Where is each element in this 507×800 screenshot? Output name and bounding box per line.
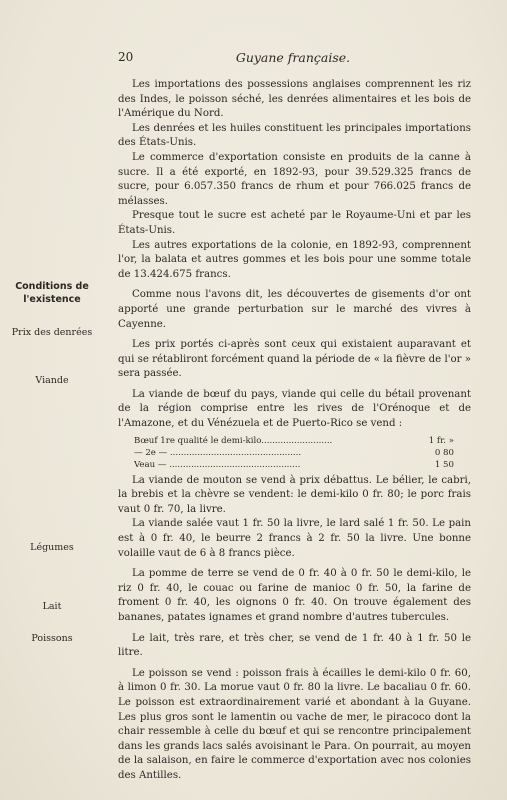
price-item: Bœuf 1re qualité le demi-kilo.......................... xyxy=(134,435,333,446)
price-row xyxy=(134,459,454,471)
paragraph: La viande de mouton se vend à prix débattus. Le bélier, le cabri, la brebis et la chèvre se vendent: le demi-kilo 0 fr. 80; le porc frais vaut 0 fr. 70, la livre. xyxy=(118,474,471,515)
sidenote-prix: Prix des denrées xyxy=(11,327,93,338)
price-table xyxy=(134,435,454,471)
page-header xyxy=(118,50,468,68)
paragraph: Presque tout le sucre est acheté par le Royaume-Uni et par les États-Unis. xyxy=(118,210,471,236)
sidenote-poissons: Poissons xyxy=(31,633,73,644)
paragraph: Les denrées et les huiles constituent les principales importations des États-Unis. xyxy=(118,122,471,149)
price-value: 0 80 xyxy=(434,447,454,458)
price-row xyxy=(134,435,454,447)
running-title: Guyane française. xyxy=(235,50,351,65)
price-value: 1 fr. » xyxy=(428,435,454,446)
price-value: 1 50 xyxy=(434,459,454,470)
sidenote-viande: Viande xyxy=(35,375,69,386)
sidenote-conditions: Conditions de l'existence xyxy=(15,281,89,305)
price-item: Veau — ................................................ xyxy=(134,459,301,470)
sidenote-lait: Lait xyxy=(42,601,62,612)
price-row xyxy=(134,447,454,459)
paragraph: La viande de bœuf du pays, viande qui celle du bétail provenant de la région comprise entre les rives de l'Orénoque et de l'Amazone, et du Vénézuela et de Puerto-Rico se vend : xyxy=(118,388,471,430)
paragraph: La pomme de terre se vend de 0 fr. 40 à 0 fr. 50 le demi-kilo, le riz 0 fr. 40, le couac ou farine de manioc 0 fr. 50, la farine de froment 0 fr. 40, les oignons 0 fr. 40. On trouve également des bananes, patates ignames et grand nombre d'autres tubercules. xyxy=(118,568,471,623)
paragraph: La viande salée vaut 1 fr. 50 la livre, le lard salé 1 fr. 50. Le pain est à 0 fr. 40, le beurre 2 francs à 2 fr. 50 la livre. Une bonne volaille vaut de 6 à 8 francs pièce. xyxy=(118,518,471,559)
page-number: 20 xyxy=(118,50,134,64)
paragraph: Le commerce d'exportation consiste en produits de la canne à sucre. Il a été exporté, en 1892-93, pour 39.529.325 francs de sucre, pour 6.057.350 francs de rhum et pour 766.025 francs de mélasses. xyxy=(118,151,471,207)
paragraph: Les importations des possessions anglaises comprennent les riz des Indes, le poisson séché, les denrées alimentaires et les bois de l'Amérique du Nord. xyxy=(118,79,471,120)
body-text xyxy=(118,78,471,784)
paragraph: Le lait, très rare, et très cher, se vend de 1 fr. 40 à 1 fr. 50 le litre. xyxy=(118,632,471,659)
sidenote-legumes: Légumes xyxy=(30,542,74,553)
paragraph: Comme nous l'avons dit, les découvertes de gisements d'or ont apporté une grande perturbation sur le marché des vivres à Cayenne. xyxy=(118,289,471,330)
paragraph: Le poisson se vend : poisson frais à écailles le demi-kilo 0 fr. 60, à limon 0 fr. 30. La morue vaut 0 fr. 80 la livre. Le bacaliau 0 fr. 60. Le poisson est extraordinairement varié et abondant à la Guyane. Les plus gros sont le lamentin ou vache de mer, le piracoco dont la chair ressemble à celle du bœuf et qui se rencontre principalement dans les grands lacs salés avoisinant le Para. On pourrait, au moyen de la salaison, en faire le commerce d'exportation avec nos colonies des Antilles. xyxy=(118,667,471,781)
paragraph: Les prix portés ci-après sont ceux qui existaient auparavant et qui se rétabliront forcément quand la période de « la fièvre de l'or » sera passée. xyxy=(118,339,471,380)
paragraph: Les autres exportations de la colonie, en 1892-93, comprennent l'or, la balata et autres gommes et les bois pour une somme totale de 13.424.675 francs. xyxy=(118,239,471,280)
price-item: — 2e — ................................................ xyxy=(134,447,302,458)
